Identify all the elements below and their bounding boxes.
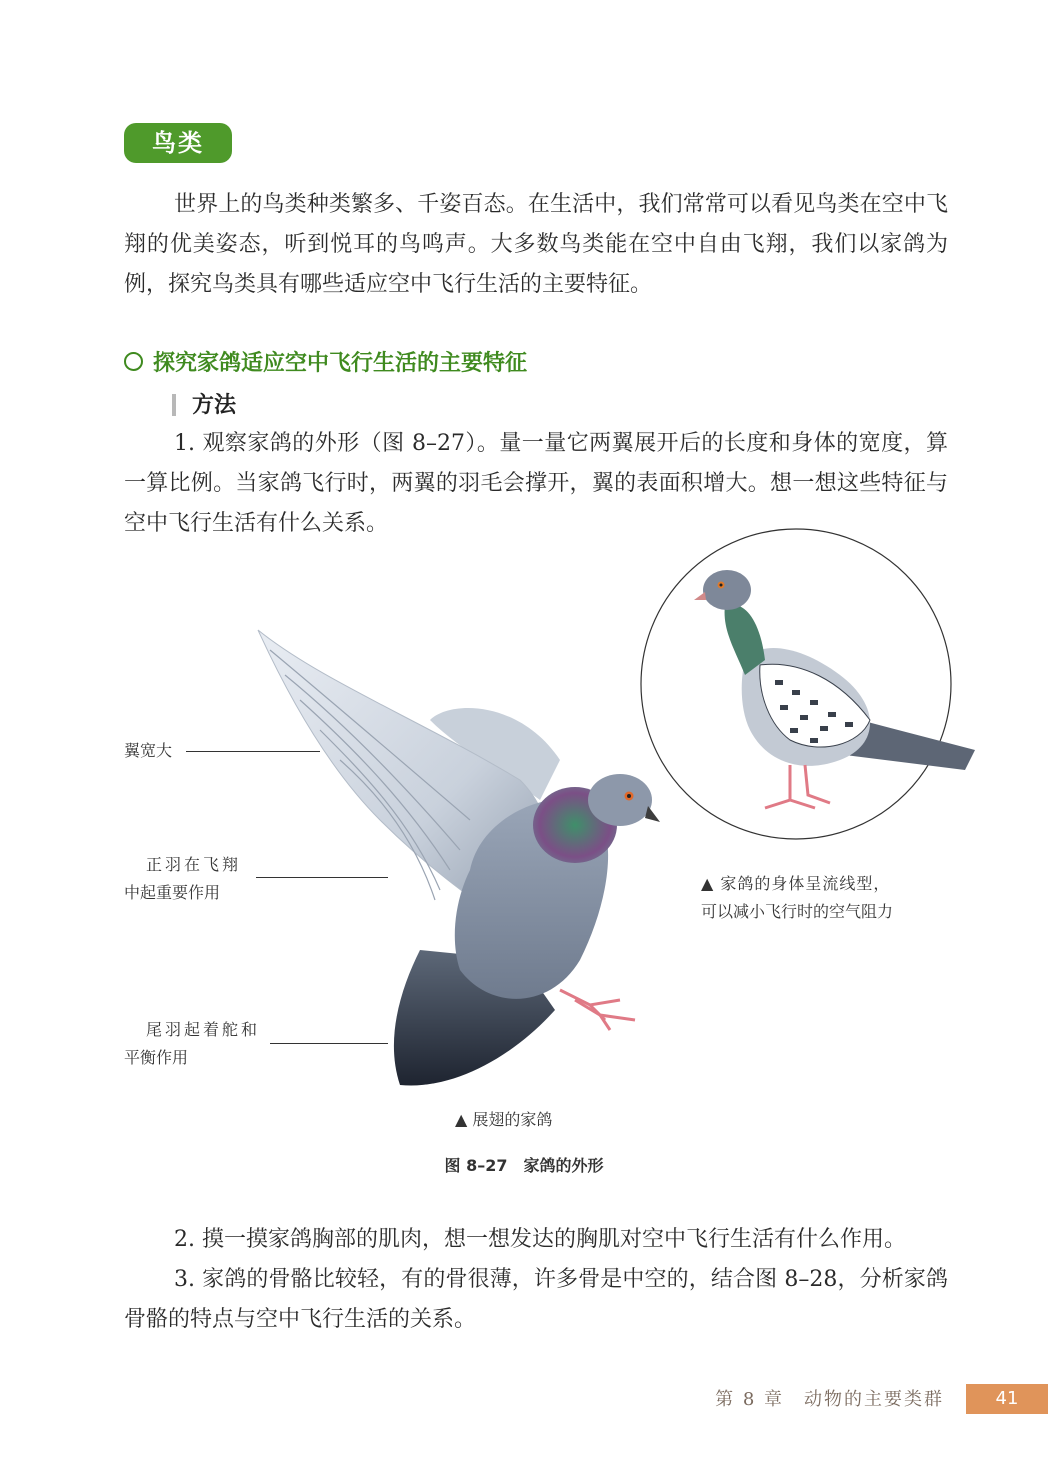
inquiry-heading-text: 探究家鸽适应空中飞行生活的主要特征 — [153, 351, 528, 376]
step-1: 1. 观察家鸽的外形（图 8–27）。量一量它两翼展开后的长度和身体的宽度，算一算比例。当家鸽飞行时，两翼的羽毛会撑开，翼的表面积增大。想一想这些特征与空中飞行生活有什么关系。 — [124, 431, 948, 536]
chapter-footer: 第 8 章 动物的主要类群 — [715, 1389, 944, 1410]
pigeon-head — [588, 774, 652, 826]
leader-line-flight-feather — [256, 877, 388, 878]
standing-body — [742, 648, 870, 766]
label-wing: 翼宽大 — [124, 741, 173, 760]
method-heading — [172, 385, 236, 425]
leader-line-wing — [186, 751, 320, 752]
heading-bar-icon — [172, 394, 176, 416]
tail-feathers — [394, 950, 555, 1086]
label-tail-line1: 尾羽起着舵和 — [146, 1020, 261, 1039]
standing-head — [703, 570, 751, 610]
label-tail-line2: 平衡作用 — [124, 1048, 189, 1067]
standing-feet — [765, 765, 830, 808]
step-2: 2. 摸一摸家鸽胸部的肌肉，想一想发达的胸肌对空中飞行生活有什么作用。 — [174, 1227, 906, 1252]
label-flight-feather-line2: 中起重要作用 — [124, 883, 221, 902]
checkered-wing — [760, 664, 870, 747]
pigeon-eye — [625, 792, 634, 801]
spread-wing — [258, 630, 550, 930]
label-flight-feather-line1: 正羽在飞翔 — [146, 855, 242, 874]
back-wing — [430, 708, 560, 800]
pigeon-beak — [645, 806, 660, 822]
method-heading-text: 方法 — [192, 392, 237, 418]
figure-title: 图 8–27 家鸽的外形 — [444, 1156, 604, 1175]
standing-neck — [725, 604, 765, 675]
section-badge: 鸟类 — [124, 123, 232, 163]
standing-pigeon-illustration — [641, 529, 975, 839]
caption-standing-line2: 可以减小飞行时的空气阻力 — [701, 902, 894, 921]
caption-flying-pigeon: ▲ 展翅的家鸽 — [455, 1110, 553, 1129]
step-3: 3. 家鸽的骨骼比较轻，有的骨很薄，许多骨是中空的，结合图 8–28，分析家鸽骨骼的特点与空中飞行生活的关系。 — [124, 1267, 948, 1332]
caption-standing-line1: ▲ 家鸽的身体呈流线型， — [701, 874, 891, 893]
leader-line-tail — [270, 1043, 388, 1044]
circle-frame — [641, 529, 951, 839]
standing-tail — [845, 720, 975, 770]
inquiry-heading — [124, 344, 527, 384]
pigeon-feet — [560, 990, 635, 1030]
flying-pigeon-illustration — [258, 630, 660, 1086]
standing-beak — [694, 592, 706, 600]
intro-paragraph: 世界上的鸟类种类繁多、千姿百态。在生活中，我们常常可以看见鸟类在空中飞翔的优美姿态，听到悦耳的鸟鸣声。大多数鸟类能在空中自由飞翔，我们以家鸽为例，探究鸟类具有哪些适应空中飞行生活的主要特征。 — [124, 192, 948, 297]
pigeon-neck — [533, 787, 617, 863]
page-number: 41 — [966, 1384, 1048, 1414]
circle-bullet-icon — [124, 352, 143, 371]
pigeon-body — [455, 798, 608, 999]
